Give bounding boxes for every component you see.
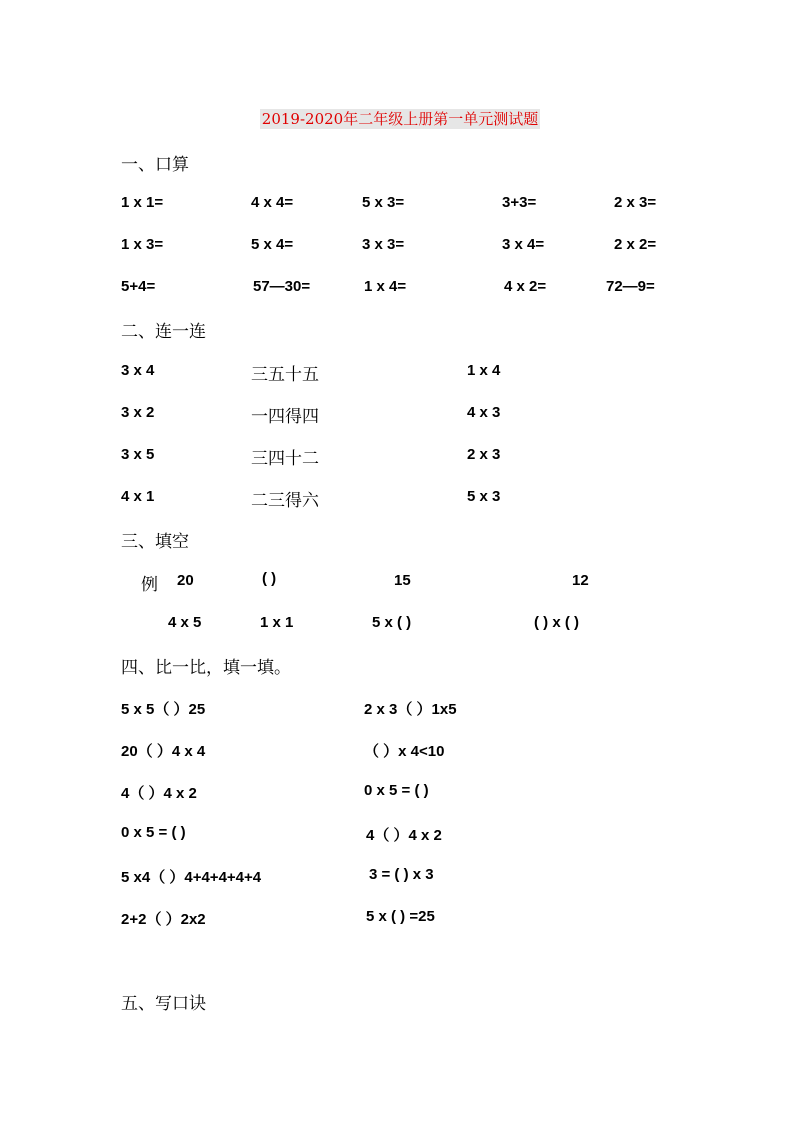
match-right-item: 2 x 3 <box>467 446 501 463</box>
calc-item: 1 x 1= <box>121 194 164 211</box>
match-right-item: 1 x 4 <box>467 362 501 379</box>
fill-top-item: 20 <box>177 572 194 589</box>
calc-item: 3 x 4= <box>502 236 545 253</box>
match-right-item: 5 x 3 <box>467 488 501 505</box>
calc-item: 5 x 4= <box>251 236 294 253</box>
fill-bottom-item: 4 x 5 <box>168 614 202 631</box>
compare-item: 20（ ）4 x 4 <box>121 743 206 760</box>
calc-item: 5 x 3= <box>362 194 405 211</box>
compare-item: 5 x ( ) =25 <box>366 908 435 925</box>
fill-top-item: 12 <box>572 572 589 589</box>
compare-item: （ ）x 4<10 <box>364 743 445 760</box>
calc-item: 57—30= <box>253 278 311 295</box>
compare-item: 0 x 5 = ( ) <box>364 782 429 799</box>
calc-item: 3+3= <box>502 194 537 211</box>
match-left-item: 4 x 1 <box>121 488 155 505</box>
compare-item: 0 x 5 = ( ) <box>121 824 186 841</box>
compare-item: 2+2（ ）2x2 <box>121 911 206 928</box>
calc-item: 1 x 4= <box>364 278 407 295</box>
calc-item: 1 x 3= <box>121 236 164 253</box>
fill-bottom-item: 5 x ( ) <box>372 614 412 631</box>
compare-item: 2 x 3（ ）1x5 <box>364 701 457 718</box>
calc-item: 2 x 3= <box>614 194 657 211</box>
compare-item: 5 x4（ ）4+4+4+4+4 <box>121 869 262 886</box>
section1-heading: 一、口算 <box>121 155 189 175</box>
compare-item: 4（ ）4 x 2 <box>121 785 197 802</box>
section3-heading: 三、填空 <box>121 532 189 552</box>
match-mid-item: 三五十五 <box>251 365 319 385</box>
page-title-text: 2019-2020年二年级上册第一单元测试题 <box>261 110 539 128</box>
fill-bottom-item: 1 x 1 <box>260 614 294 631</box>
compare-item: 3 = ( ) x 3 <box>369 866 434 883</box>
section2-heading: 二、连一连 <box>121 322 206 342</box>
calc-item: 4 x 4= <box>251 194 294 211</box>
compare-item: 5 x 5（ ）25 <box>121 701 206 718</box>
example-label: 例 <box>141 575 158 595</box>
page-title <box>0 108 800 129</box>
match-left-item: 3 x 4 <box>121 362 155 379</box>
section4-heading: 四、比一比，填一填。 <box>121 658 291 678</box>
calc-item: 3 x 3= <box>362 236 405 253</box>
calc-item: 2 x 2= <box>614 236 657 253</box>
match-left-item: 3 x 5 <box>121 446 155 463</box>
match-mid-item: 一四得四 <box>251 407 319 427</box>
match-left-item: 3 x 2 <box>121 404 155 421</box>
match-mid-item: 二三得六 <box>251 491 319 511</box>
fill-top-item: 15 <box>394 572 411 589</box>
match-right-item: 4 x 3 <box>467 404 501 421</box>
match-mid-item: 三四十二 <box>251 449 319 469</box>
fill-top-item: ( ) <box>262 570 277 587</box>
section5-heading: 五、写口诀 <box>121 994 206 1014</box>
calc-item: 72—9= <box>606 278 655 295</box>
fill-bottom-item: ( ) x ( ) <box>534 614 579 631</box>
calc-item: 5+4= <box>121 278 156 295</box>
calc-item: 4 x 2= <box>504 278 547 295</box>
compare-item: 4（ ）4 x 2 <box>366 827 442 844</box>
